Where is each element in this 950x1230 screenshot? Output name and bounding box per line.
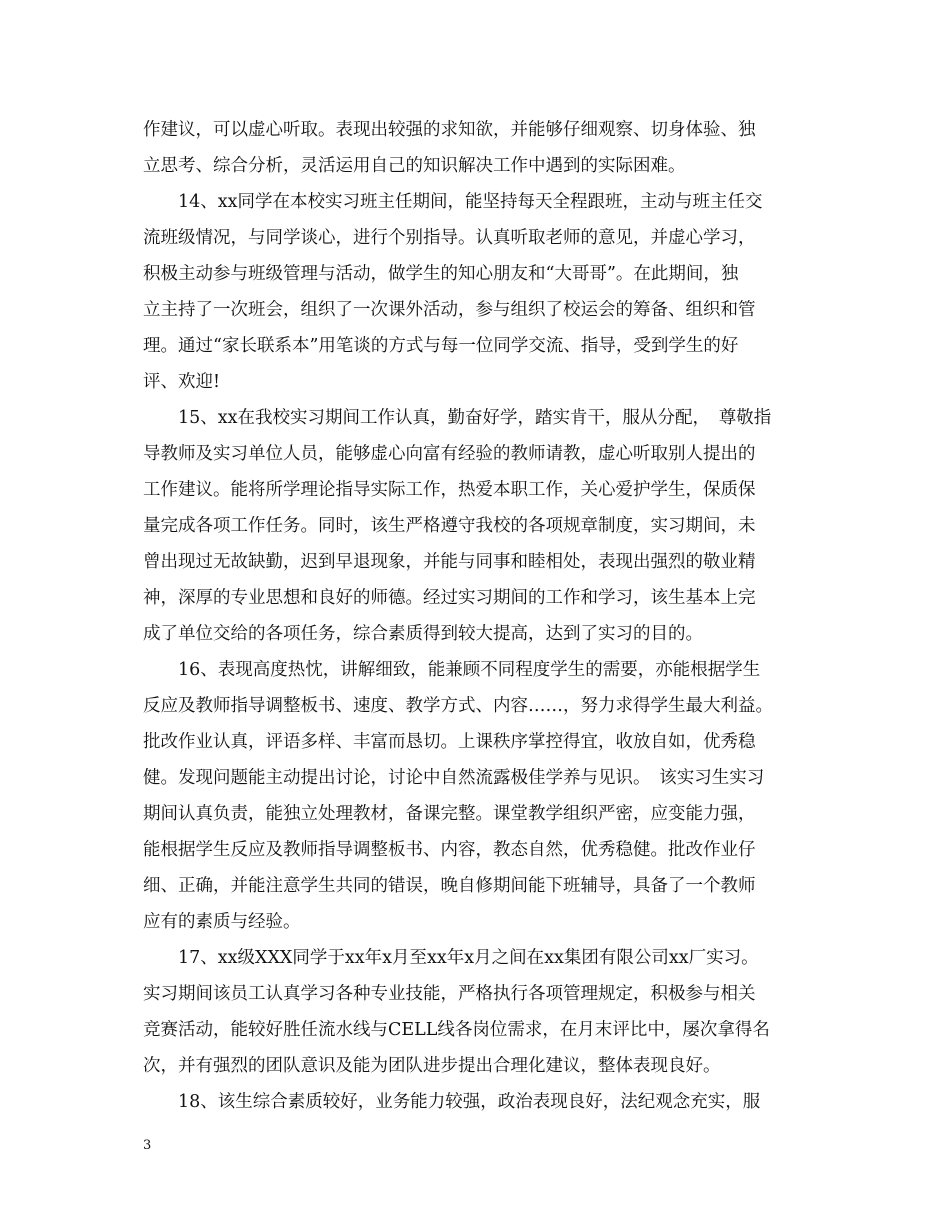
paragraph-start-line: 15、xx在我校实习期间工作认真，勤奋好学，踏实肯干，服从分配， 尊敬指 xyxy=(178,408,772,428)
page-number: 3 xyxy=(143,1138,152,1153)
text-line: 流班级情况，与同学谈心，进行个别指导。认真听取老师的意见，并虚心学习， xyxy=(143,228,756,248)
text-line: 立思考、综合分析，灵活运用自己的知识解决工作中遇到的实际困难。 xyxy=(143,156,686,176)
text-line: 反应及教师指导调整板书、速度、教学方式、内容……，努力求得学生最大利益。 xyxy=(143,696,773,716)
paragraph-start-line: 16、表现高度热忱，讲解细致，能兼顾不同程度学生的需要，亦能根据学生 xyxy=(178,660,761,680)
document-body xyxy=(143,112,823,1120)
text-line: 评、欢迎! xyxy=(143,372,221,392)
text-line: 作建议，可以虚心听取。表现出较强的求知欲，并能够仔细观察、切身体验、独 xyxy=(143,120,756,140)
paragraph-start-line: 17、xx级XXX同学于xx年x月至xx年x月之间在xx集团有限公司xx厂实习。 xyxy=(178,948,759,968)
text-line: 工作建议。能将所学理论指导实际工作，热爱本职工作，关心爱护学生，保质保 xyxy=(143,480,756,500)
text-line: 神，深厚的专业思想和良好的师德。经过实习期间的工作和学习，该生基本上完 xyxy=(143,588,756,608)
text-line: 理。通过“家长联系本”用笔谈的方式与每一位同学交流、指导，受到学生的好 xyxy=(143,336,739,356)
text-line: 曾出现过无故缺勤，迟到早退现象，并能与同事和睦相处，表现出强烈的敬业精 xyxy=(143,552,756,572)
text-line: 期间认真负责，能独立处理教材，备课完整。课堂教学组织严密，应变能力强， xyxy=(143,804,756,824)
text-line: 细、正确，并能注意学生共同的错误，晚自修期间能下班辅导，具备了一个教师 xyxy=(143,876,756,896)
paragraph-start-line: 14、xx同学在本校实习班主任期间，能坚持每天全程跟班，主动与班主任交 xyxy=(178,192,763,212)
text-line: 能根据学生反应及教师指导调整板书、内容，教态自然，优秀稳健。批改作业仔 xyxy=(143,840,756,860)
text-line: 实习期间该员工认真学习各种专业技能，严格执行各项管理规定，积极参与相关 xyxy=(143,984,756,1004)
text-line: 积极主动参与班级管理与活动，做学生的知心朋友和“大哥哥”。在此期间，独 xyxy=(143,264,739,284)
text-line: 竞赛活动，能较好胜任流水线与CELL线各岗位需求，在月末评比中，屡次拿得名 xyxy=(143,1020,770,1040)
text-line: 成了单位交给的各项任务，综合素质得到较大提高，达到了实习的目的。 xyxy=(143,624,703,644)
text-line: 健。发现问题能主动提出讨论，讨论中自然流露极佳学养与见识。 该实习生实习 xyxy=(143,768,765,788)
text-line: 批改作业认真，评语多样、丰富而恳切。上课秩序掌控得宜，收放自如，优秀稳 xyxy=(143,732,756,752)
text-line: 应有的素质与经验。 xyxy=(143,912,301,932)
text-line: 立主持了一次班会，组织了一次课外活动，参与组织了校运会的筹备、组织和管 xyxy=(143,300,756,320)
text-line: 量完成各项工作任务。同时，该生严格遵守我校的各项规章制度，实习期间，未 xyxy=(143,516,756,536)
paragraph-start-line: 18、该生综合素质较好，业务能力较强，政治表现良好，法纪观念充实，服 xyxy=(178,1092,761,1112)
text-line: 次，并有强烈的团队意识及能为团队进步提出合理化建议，整体表现良好。 xyxy=(143,1056,721,1076)
text-line: 导教师及实习单位人员，能够虚心向富有经验的教师请教，虚心听取别人提出的 xyxy=(143,444,756,464)
